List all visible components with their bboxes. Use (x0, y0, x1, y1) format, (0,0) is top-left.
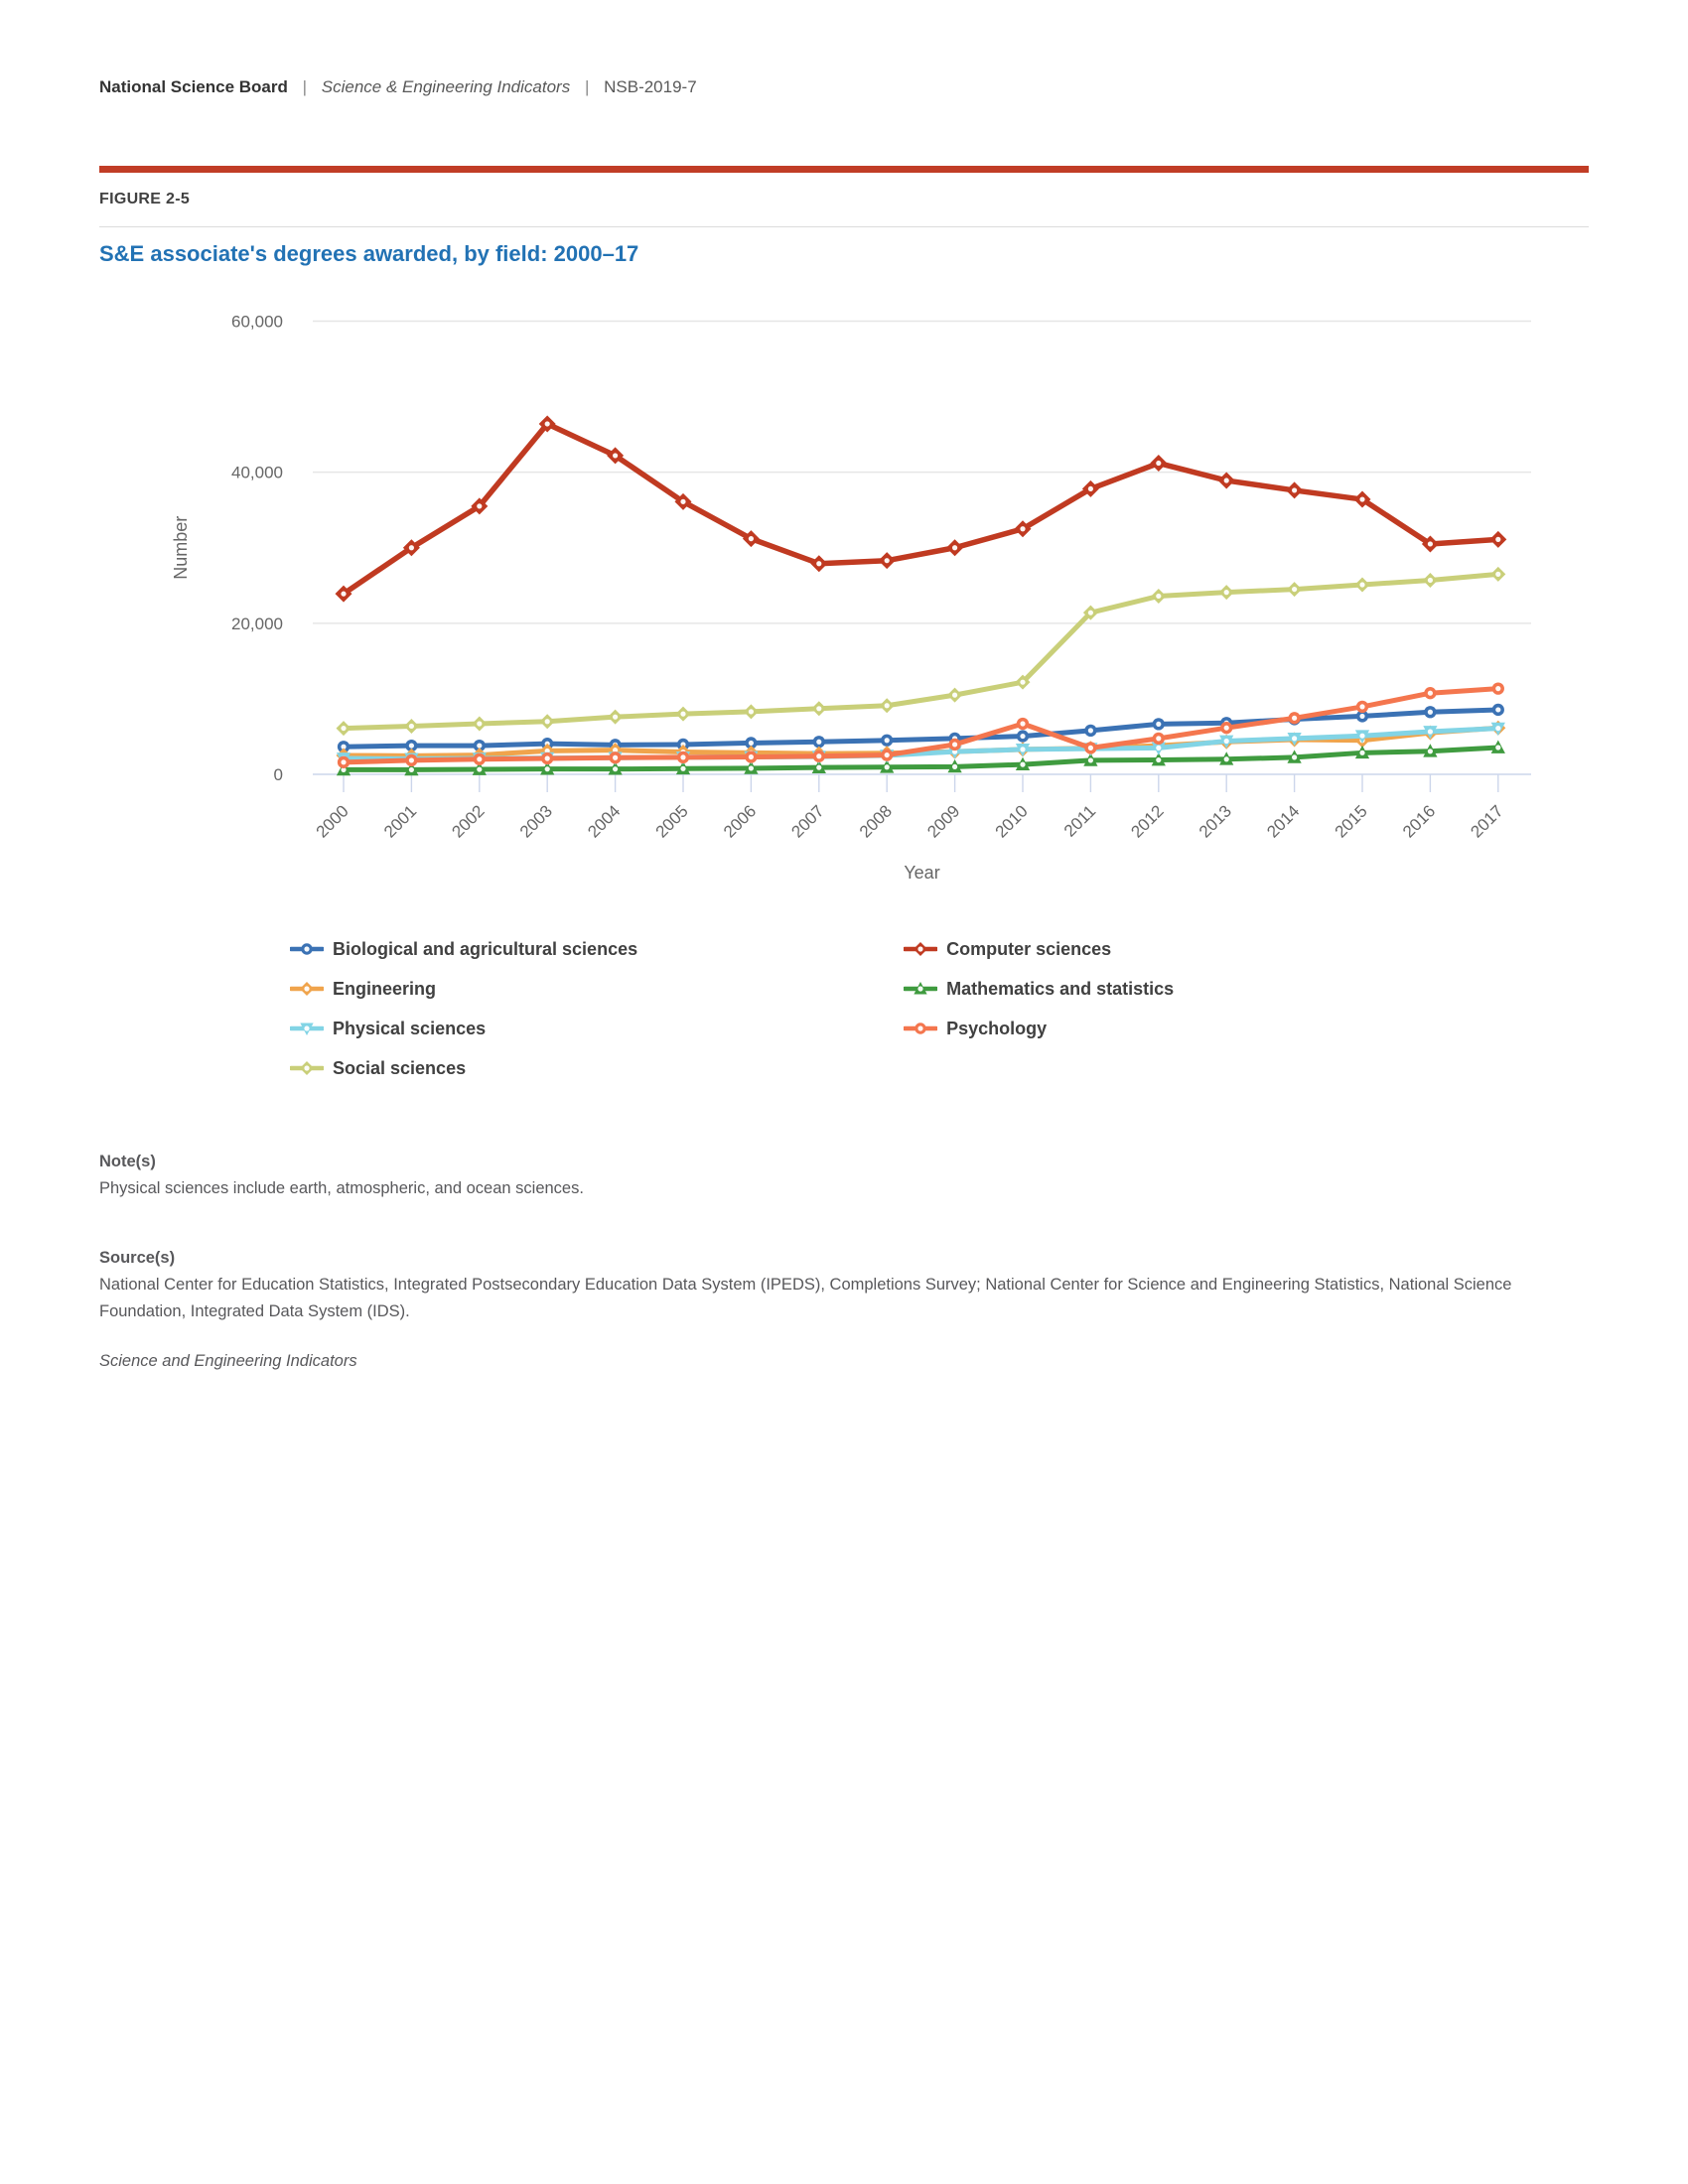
sources-body: National Center for Education Statistics, Integrated Postsecondary Education Data System (IPEDS), Completions Survey; National Center for Science and Engineering Statistics, National Science Foundation, Integrated Data System (IDS). (99, 1276, 1512, 1321)
x-tick-label: 2005 (651, 801, 692, 842)
legend-item-computer-sciences[interactable] (904, 929, 1174, 969)
x-tick-label: 2002 (448, 801, 489, 842)
legend-label: Biological and agricultural sciences (333, 938, 638, 959)
social-sciences-marker-icon (290, 1058, 324, 1078)
report-id: NSB-2019-7 (604, 77, 697, 96)
x-tick-label: 2004 (584, 801, 625, 842)
x-tick-label: 2013 (1195, 801, 1236, 842)
separator: | (302, 77, 308, 96)
x-tick-label: 2003 (515, 801, 557, 842)
indicators-footnote: Science and Engineering Indicators (99, 1352, 357, 1370)
x-tick-label: 2010 (991, 801, 1032, 842)
legend-label: Mathematics and statistics (946, 978, 1175, 999)
legend-column (290, 929, 637, 1088)
mathematics-and-statistics-marker-icon (904, 979, 937, 999)
y-tick-label: 40,000 (231, 463, 283, 482)
publication-name: Science & Engineering Indicators (321, 77, 571, 96)
x-tick-label: 2000 (312, 801, 352, 842)
brand-name: National Science Board (99, 77, 288, 96)
y-tick-label: 0 (273, 765, 283, 784)
divider (99, 226, 1589, 227)
legend-item-biological-and-agricultural-sciences[interactable] (290, 929, 637, 969)
x-tick-label: 2009 (923, 801, 964, 842)
legend-label: Engineering (333, 978, 437, 999)
legend-column (904, 929, 1174, 1088)
notes-body: Physical sciences include earth, atmospheric, and ocean sciences. (99, 1179, 584, 1198)
legend-item-physical-sciences[interactable] (290, 1009, 637, 1048)
biological-and-agricultural-sciences-marker-icon (290, 939, 324, 959)
y-tick-label: 20,000 (231, 614, 283, 633)
report-header (99, 77, 1589, 97)
x-tick-label: 2001 (380, 801, 421, 842)
engineering-marker-icon (290, 979, 324, 999)
chart-title: S&E associate's degrees awarded, by field: 2000–17 (99, 241, 639, 266)
chart-canvas (99, 288, 1589, 903)
legend-label: Computer sciences (946, 938, 1112, 959)
y-tick-label: 60,000 (231, 312, 283, 332)
notes-block (99, 1149, 1589, 1202)
legend-label: Psychology (946, 1018, 1048, 1038)
x-tick-label: 2017 (1467, 801, 1507, 842)
x-tick-label: 2015 (1331, 801, 1371, 842)
accent-rule (99, 166, 1589, 173)
notes-heading: Note(s) (99, 1153, 156, 1170)
physical-sciences-marker-icon (290, 1019, 324, 1038)
x-axis-title: Year (904, 863, 940, 883)
legend-item-mathematics-and-statistics[interactable] (904, 969, 1174, 1009)
figure-label: FIGURE 2-5 (99, 191, 191, 207)
legend-label: Physical sciences (333, 1018, 487, 1038)
legend-item-engineering[interactable] (290, 969, 637, 1009)
x-tick-label: 2014 (1263, 801, 1304, 842)
series-computer-sciences (336, 415, 1507, 602)
sources-block (99, 1245, 1589, 1326)
line-chart (99, 288, 1589, 903)
legend-item-social-sciences[interactable] (290, 1048, 637, 1088)
y-axis-title: Number (171, 515, 191, 580)
separator: | (584, 77, 590, 96)
sources-heading: Source(s) (99, 1249, 176, 1267)
x-tick-label: 2011 (1059, 801, 1100, 841)
x-tick-label: 2012 (1127, 801, 1168, 842)
legend-label: Social sciences (333, 1057, 467, 1078)
legend-item-psychology[interactable] (904, 1009, 1174, 1048)
x-tick-label: 2007 (787, 801, 828, 842)
x-tick-label: 2016 (1399, 801, 1440, 842)
x-tick-label: 2008 (855, 801, 897, 842)
x-tick-label: 2006 (720, 801, 761, 842)
computer-sciences-marker-icon (904, 939, 937, 959)
chart-legend (290, 929, 1382, 1088)
psychology-marker-icon (904, 1019, 937, 1038)
